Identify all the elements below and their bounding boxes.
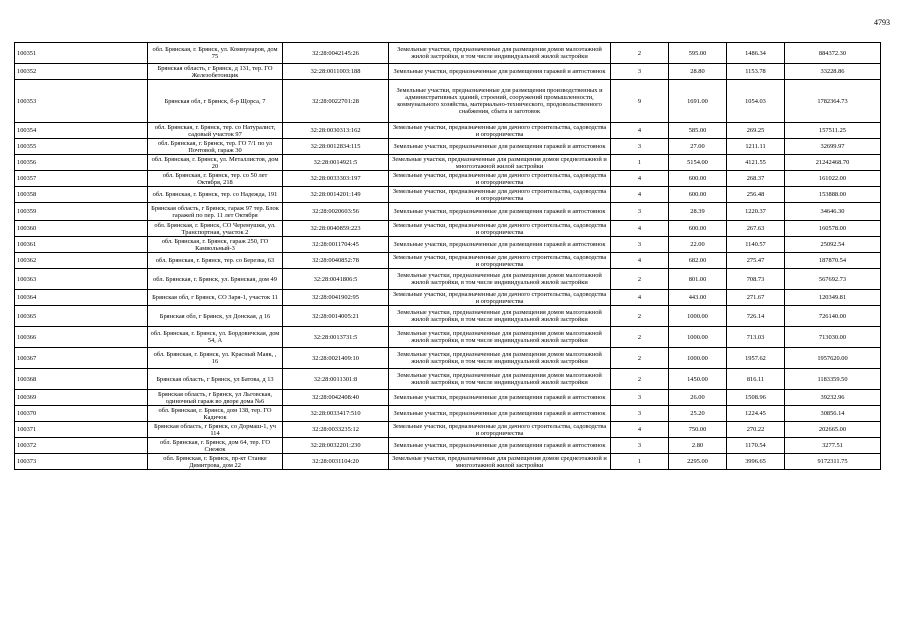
cell-address: обл. Брянская, г. Брянск, ул. Металлистов, дом 20 — [148, 155, 283, 171]
table-row — [15, 155, 881, 171]
cell-cadastral-number: 32:28:0011301:8 — [283, 369, 389, 390]
cell-address: обл. Брянская, г. Брянск, пр-кт Станке Димитрова, дом 22 — [148, 454, 283, 470]
cell-cadastral-number: 32:28:0031104:20 — [283, 454, 389, 470]
cell-land-use: Земельные участки, предназначенные для размещения гаражей и автостоянок — [389, 203, 611, 221]
cell-cadastral-value: 9172311.75 — [785, 454, 881, 470]
cell-address: обл. Брянская, г. Брянск, ул. Бордовичская, дом 54, А — [148, 327, 283, 348]
table-row — [15, 327, 881, 348]
table-row — [15, 290, 881, 306]
cell-cadastral-number: 32:28:0033417:510 — [283, 406, 389, 422]
cell-cadastral-value: 1782364.73 — [785, 80, 881, 123]
cell-address: обл. Брянская, г. Брянск, дом 138, тер. ГО Кадичок — [148, 406, 283, 422]
cell-area: 595.00 — [669, 43, 727, 64]
cell-address: Брянская обл, г Брянск, б-р Щорса, 7 — [148, 80, 283, 123]
cell-area: 5154.00 — [669, 155, 727, 171]
cell-group: 4 — [611, 171, 669, 187]
cell-address: обл. Брянская, г. Брянск, ул. Красный Маяк, , 16 — [148, 348, 283, 369]
table-row — [15, 390, 881, 406]
cell-specific-value: 270.22 — [727, 422, 785, 438]
cell-cadastral-value: 187870.54 — [785, 253, 881, 269]
cell-specific-value: 271.67 — [727, 290, 785, 306]
cell-id: 100371 — [15, 422, 148, 438]
cell-area: 600.00 — [669, 187, 727, 203]
cell-land-use: Земельные участки, предназначенные для размещения домов малоэтажной жилой застройки, в том числе индивидуальной жилой застройки — [389, 348, 611, 369]
cell-specific-value: 708.73 — [727, 269, 785, 290]
cell-land-use: Земельные участки, предназначенные для дачного строительства, садоводства и огородничества — [389, 187, 611, 203]
cell-specific-value: 726.14 — [727, 306, 785, 327]
cell-cadastral-value: 1183359.50 — [785, 369, 881, 390]
cell-cadastral-value: 202665.00 — [785, 422, 881, 438]
cell-id: 100355 — [15, 139, 148, 155]
cell-group: 3 — [611, 203, 669, 221]
cell-specific-value: 3996.65 — [727, 454, 785, 470]
cell-cadastral-number: 32:28:0030313:162 — [283, 123, 389, 139]
cell-specific-value: 1211.11 — [727, 139, 785, 155]
cell-id: 100368 — [15, 369, 148, 390]
cell-address: Брянская область, г Брянск, гараж 97 тер. Блок гаражей по пер. 11 лет Октября — [148, 203, 283, 221]
cell-group: 2 — [611, 348, 669, 369]
cell-address: Брянская область, г Брянск, со Дормаш-1, уч 114 — [148, 422, 283, 438]
cell-cadastral-number: 32:28:0040859:223 — [283, 221, 389, 237]
cell-cadastral-value: 30856.14 — [785, 406, 881, 422]
cell-specific-value: 1957.62 — [727, 348, 785, 369]
table-row — [15, 269, 881, 290]
cell-area: 1000.00 — [669, 306, 727, 327]
cell-land-use: Земельные участки, предназначенные для размещения гаражей и автостоянок — [389, 438, 611, 454]
cell-group: 2 — [611, 369, 669, 390]
cell-group: 3 — [611, 139, 669, 155]
cell-cadastral-number: 32:28:0011704:45 — [283, 237, 389, 253]
table-row — [15, 306, 881, 327]
cell-group: 4 — [611, 422, 669, 438]
cell-area: 1691.00 — [669, 80, 727, 123]
cell-cadastral-value: 160578.00 — [785, 221, 881, 237]
table-row — [15, 438, 881, 454]
cell-specific-value: 4121.55 — [727, 155, 785, 171]
cell-area: 585.00 — [669, 123, 727, 139]
cell-cadastral-number: 32:28:0042408:40 — [283, 390, 389, 406]
cell-cadastral-value: 157511.25 — [785, 123, 881, 139]
cell-cadastral-number: 32:28:0012834:115 — [283, 139, 389, 155]
cell-group: 3 — [611, 237, 669, 253]
cell-address: обл. Брянская, г. Брянск, ул. Брянская, дом 49 — [148, 269, 283, 290]
cell-address: обл. Брянская, г. Брянск, гараж 250, ГО Камвольный-3 — [148, 237, 283, 253]
cell-group: 2 — [611, 306, 669, 327]
cell-land-use: Земельные участки, предназначенные для размещения домов малоэтажной жилой застройки, в том числе индивидуальной жилой застройки — [389, 43, 611, 64]
cell-id: 100358 — [15, 187, 148, 203]
cell-cadastral-number: 32:28:0033235:12 — [283, 422, 389, 438]
cell-cadastral-number: 32:28:0022701:28 — [283, 80, 389, 123]
table-row — [15, 80, 881, 123]
table-row — [15, 187, 881, 203]
cell-area: 27.00 — [669, 139, 727, 155]
cell-cadastral-number: 32:28:0042145:26 — [283, 43, 389, 64]
cell-specific-value: 275.47 — [727, 253, 785, 269]
cell-id: 100357 — [15, 171, 148, 187]
cell-land-use: Земельные участки, предназначенные для размещения производственных и административных зданий, строений, сооружений промышленности, коммунального хозяйства, материально-технического, продовольственного снабжения, сбыта и заготовок — [389, 80, 611, 123]
cell-cadastral-number: 32:28:0014921:5 — [283, 155, 389, 171]
cell-cadastral-value: 25092.54 — [785, 237, 881, 253]
cell-group: 1 — [611, 454, 669, 470]
cell-land-use: Земельные участки, предназначенные для размещения гаражей и автостоянок — [389, 406, 611, 422]
cell-land-use: Земельные участки, предназначенные для размещения гаражей и автостоянок — [389, 64, 611, 80]
table-row — [15, 139, 881, 155]
cell-specific-value: 269.25 — [727, 123, 785, 139]
cell-land-use: Земельные участки, предназначенные для размещения гаражей и автостоянок — [389, 237, 611, 253]
cell-id: 100360 — [15, 221, 148, 237]
cell-area: 28.39 — [669, 203, 727, 221]
cell-cadastral-value: 726140.00 — [785, 306, 881, 327]
cell-address: обл. Брянская, г. Брянск, тер. со Натуралист, садовый участок 97 — [148, 123, 283, 139]
table-row — [15, 422, 881, 438]
cell-land-use: Земельные участки, предназначенные для размещения домов малоэтажной жилой застройки, в том числе индивидуальной жилой застройки — [389, 327, 611, 348]
cell-land-use: Земельные участки, предназначенные для дачного строительства, садоводства и огородничества — [389, 253, 611, 269]
cell-area: 2.80 — [669, 438, 727, 454]
cell-specific-value: 1170.54 — [727, 438, 785, 454]
cell-address: обл. Брянская, г. Брянск, тер. ГО 7/1 по ул Почтовой, гараж 30 — [148, 139, 283, 155]
table-row — [15, 221, 881, 237]
cell-address: обл. Брянская, г. Брянск, СО Черемушки, ул. Транспортная, участок 2 — [148, 221, 283, 237]
cell-specific-value: 1054.03 — [727, 80, 785, 123]
cell-specific-value: 1220.37 — [727, 203, 785, 221]
cell-id: 100367 — [15, 348, 148, 369]
cell-specific-value: 1508.96 — [727, 390, 785, 406]
cell-address: Брянская область, г Брянск, д 131, тер. ГО Железобетонщик — [148, 64, 283, 80]
cell-address: Брянская обл, г Брянск, ул Донская, д 16 — [148, 306, 283, 327]
cell-specific-value: 1224.45 — [727, 406, 785, 422]
cell-cadastral-value: 153888.00 — [785, 187, 881, 203]
cell-land-use: Земельные участки, предназначенные для размещения домов малоэтажной жилой застройки, в том числе индивидуальной жилой застройки — [389, 369, 611, 390]
cell-cadastral-value: 713030.00 — [785, 327, 881, 348]
cell-cadastral-value: 3277.51 — [785, 438, 881, 454]
cell-area: 2295.00 — [669, 454, 727, 470]
cell-specific-value: 1486.34 — [727, 43, 785, 64]
table-row — [15, 237, 881, 253]
table-row — [15, 406, 881, 422]
cell-cadastral-value: 34646.30 — [785, 203, 881, 221]
cell-land-use: Земельные участки, предназначенные для дачного строительства, садоводства и огородничества — [389, 171, 611, 187]
cell-group: 1 — [611, 155, 669, 171]
cell-land-use: Земельные участки, предназначенные для дачного строительства, садоводства и огородничества — [389, 290, 611, 306]
table-row — [15, 454, 881, 470]
cell-specific-value: 268.37 — [727, 171, 785, 187]
cell-cadastral-number: 32:28:0014201:149 — [283, 187, 389, 203]
cell-id: 100354 — [15, 123, 148, 139]
cell-land-use: Земельные участки, предназначенные для размещения гаражей и автостоянок — [389, 390, 611, 406]
cell-address: обл. Брянская, г. Брянск, тер. со Надежда, 191 — [148, 187, 283, 203]
cell-cadastral-number: 32:28:0033303:197 — [283, 171, 389, 187]
cell-cadastral-value: 32699.97 — [785, 139, 881, 155]
cell-area: 682.00 — [669, 253, 727, 269]
cell-area: 26.00 — [669, 390, 727, 406]
cell-area: 750.00 — [669, 422, 727, 438]
cell-area: 600.00 — [669, 171, 727, 187]
cell-id: 100363 — [15, 269, 148, 290]
cell-id: 100351 — [15, 43, 148, 64]
cell-group: 4 — [611, 253, 669, 269]
cell-specific-value: 256.48 — [727, 187, 785, 203]
cell-land-use: Земельные участки, предназначенные для дачного строительства, садоводства и огородничества — [389, 123, 611, 139]
cell-area: 1000.00 — [669, 327, 727, 348]
cell-land-use: Земельные участки, предназначенные для размещения домов среднеэтажной и многоэтажной жилой застройки — [389, 155, 611, 171]
cell-group: 2 — [611, 269, 669, 290]
cell-id: 100364 — [15, 290, 148, 306]
cell-group: 4 — [611, 290, 669, 306]
table-row — [15, 348, 881, 369]
cell-cadastral-number: 32:28:0040852:78 — [283, 253, 389, 269]
table-row — [15, 171, 881, 187]
cell-id: 100369 — [15, 390, 148, 406]
table-row — [15, 123, 881, 139]
cell-cadastral-value: 21242468.70 — [785, 155, 881, 171]
cell-area: 22.00 — [669, 237, 727, 253]
cell-address: обл. Брянская, г. Брянск, ул. Коммунаров, дом 75 — [148, 43, 283, 64]
table-row — [15, 64, 881, 80]
cell-cadastral-value: 39232.96 — [785, 390, 881, 406]
cell-group: 3 — [611, 64, 669, 80]
cell-cadastral-value: 567692.73 — [785, 269, 881, 290]
cell-id: 100362 — [15, 253, 148, 269]
cell-id: 100366 — [15, 327, 148, 348]
cell-id: 100361 — [15, 237, 148, 253]
cell-address: Брянская обл, г Брянск, СО Заря-1, участок 11 — [148, 290, 283, 306]
cell-id: 100352 — [15, 64, 148, 80]
cell-area: 25.20 — [669, 406, 727, 422]
cell-land-use: Земельные участки, предназначенные для дачного строительства, садоводства и огородничества — [389, 221, 611, 237]
cell-cadastral-value: 884372.30 — [785, 43, 881, 64]
cell-cadastral-number: 32:28:0041806:5 — [283, 269, 389, 290]
cell-land-use: Земельные участки, предназначенные для размещения домов среднеэтажной и многоэтажной жилой застройки — [389, 454, 611, 470]
cell-specific-value: 1153.78 — [727, 64, 785, 80]
cell-id: 100372 — [15, 438, 148, 454]
cell-address: Брянская область, г Брянск, ул Льговская, одиночный гараж во дворе дома №6 — [148, 390, 283, 406]
cell-land-use: Земельные участки, предназначенные для дачного строительства, садоводства и огородничества — [389, 422, 611, 438]
cadastral-value-table — [14, 42, 881, 470]
table-row — [15, 203, 881, 221]
cell-area: 443.00 — [669, 290, 727, 306]
cell-group: 2 — [611, 43, 669, 64]
cell-area: 1000.00 — [669, 348, 727, 369]
cell-specific-value: 816.11 — [727, 369, 785, 390]
cell-group: 3 — [611, 438, 669, 454]
cell-cadastral-number: 32:28:0021409:10 — [283, 348, 389, 369]
cell-area: 801.00 — [669, 269, 727, 290]
cell-group: 3 — [611, 406, 669, 422]
cell-cadastral-number: 32:28:0014005:21 — [283, 306, 389, 327]
cell-land-use: Земельные участки, предназначенные для размещения домов малоэтажной жилой застройки, в том числе индивидуальной жилой застройки — [389, 306, 611, 327]
cell-cadastral-value: 161022.00 — [785, 171, 881, 187]
cell-cadastral-number: 32:28:0041902:95 — [283, 290, 389, 306]
page-number: 4793 — [874, 18, 890, 27]
cell-id: 100373 — [15, 454, 148, 470]
cell-address: обл. Брянская, г. Брянск, дом 64, тер. ГО Снежок — [148, 438, 283, 454]
cell-cadastral-value: 33228.86 — [785, 64, 881, 80]
cell-area: 28.80 — [669, 64, 727, 80]
cell-id: 100370 — [15, 406, 148, 422]
cell-address: обл. Брянская, г. Брянск, тер. со 50 лет Октября, 218 — [148, 171, 283, 187]
cell-specific-value: 1140.57 — [727, 237, 785, 253]
cell-cadastral-value: 1957620.00 — [785, 348, 881, 369]
cell-cadastral-number: 32:28:0020603:56 — [283, 203, 389, 221]
cell-area: 600.00 — [669, 221, 727, 237]
cell-id: 100356 — [15, 155, 148, 171]
cell-address: Брянская область, г Брянск, ул Батова, д 13 — [148, 369, 283, 390]
cell-group: 4 — [611, 123, 669, 139]
cell-cadastral-number: 32:28:0013731:5 — [283, 327, 389, 348]
cell-group: 3 — [611, 390, 669, 406]
cell-cadastral-number: 32:28:0011003:188 — [283, 64, 389, 80]
cell-group: 9 — [611, 80, 669, 123]
cell-area: 1450.00 — [669, 369, 727, 390]
cell-id: 100353 — [15, 80, 148, 123]
cell-cadastral-value: 120349.81 — [785, 290, 881, 306]
cell-id: 100365 — [15, 306, 148, 327]
table-row — [15, 369, 881, 390]
cell-id: 100359 — [15, 203, 148, 221]
cell-land-use: Земельные участки, предназначенные для размещения гаражей и автостоянок — [389, 139, 611, 155]
table-row — [15, 43, 881, 64]
cell-specific-value: 713.03 — [727, 327, 785, 348]
table-row — [15, 253, 881, 269]
cell-group: 4 — [611, 187, 669, 203]
cell-cadastral-number: 32:28:0032201:230 — [283, 438, 389, 454]
cell-address: обл. Брянская, г. Брянск, тер. со Березка, 63 — [148, 253, 283, 269]
cell-specific-value: 267.63 — [727, 221, 785, 237]
cell-group: 4 — [611, 221, 669, 237]
cell-group: 2 — [611, 327, 669, 348]
cell-land-use: Земельные участки, предназначенные для размещения домов малоэтажной жилой застройки, в том числе индивидуальной жилой застройки — [389, 269, 611, 290]
